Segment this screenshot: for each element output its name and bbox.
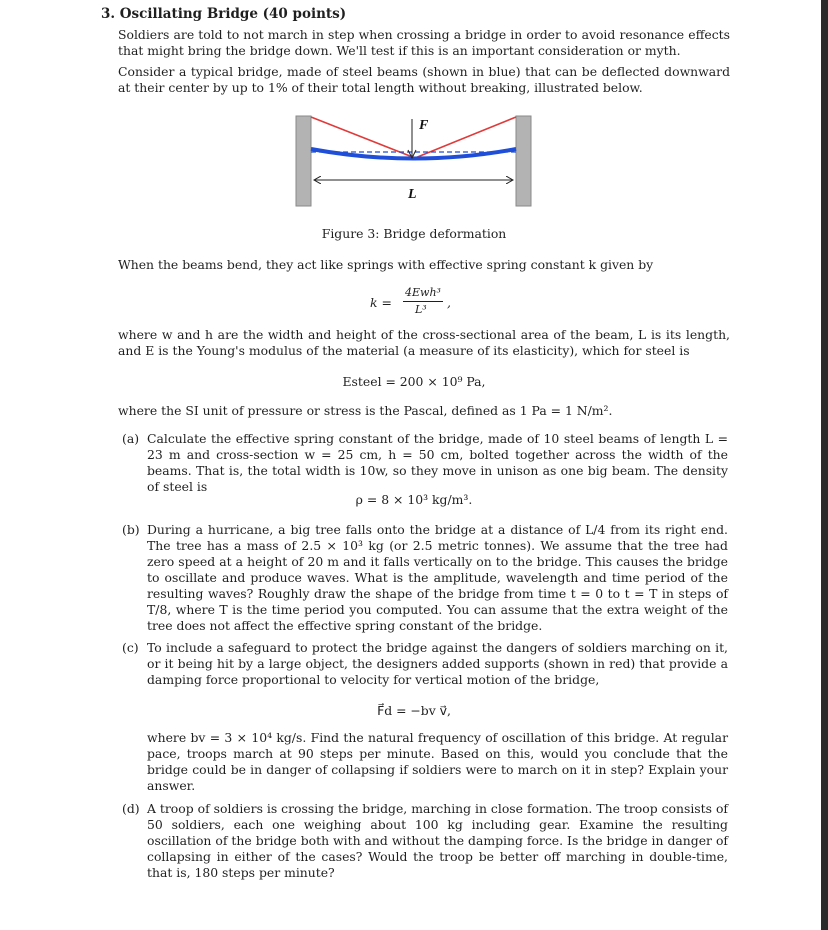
where-paragraph: where w and h are the width and height of the cross-sectional area of the beam, L is its length, and E is the Young's modulus of the material (a measure of its elasticity), which for steel is: [118, 327, 730, 358]
part-d: [122, 801, 728, 881]
window-edge-bar: [821, 0, 828, 930]
left-pillar: [296, 116, 311, 206]
fraction-bar: [403, 301, 443, 302]
part-a-text: Calculate the effective spring constant of the bridge, made of 10 steel beams of length L = 23 m and cross-section w = 25 cm, h = 50 cm, bolted together across the width of the beams. That is, the total width is 10w, so they move in unison as one big beam. The density of steel is: [147, 431, 728, 494]
bridge-figure: [290, 112, 540, 212]
figure-caption: Figure 3: Bridge deformation: [321, 226, 507, 241]
equation-numerator: 4Ewh³: [405, 286, 441, 299]
part-d-text: A troop of soldiers is crossing the bridge, marching in close formation. The troop consists of 50 soldiers, each one weighing about 100 kg including gear. Examine the resulting oscillation of the bridge both with and without the damping force. Is the bridge in danger of collapsing in either of the cases? Would the troop be better off marching in double-time, that is, 180 steps per minute?: [147, 801, 728, 880]
bridge-diagram: [290, 112, 540, 212]
density-equation: ρ = 8 × 10³ kg/m³.: [355, 492, 473, 507]
equation-comma: ,: [447, 295, 451, 310]
part-a-label: (a): [122, 431, 140, 446]
consider-paragraph: Consider a typical bridge, made of steel beams (shown in blue) that can be deflected downward at their center by up to 1% of their total length without breaking, illustrated below.: [118, 64, 730, 95]
intro-paragraph: Soldiers are told to not march in step when crossing a bridge in order to avoid resonance effects that might bring the bridge down. We'll test if this is an important consideration or myth.: [118, 27, 730, 58]
force-label: F: [419, 118, 429, 133]
spring-text: When the beams bend, they act like springs with effective spring constant k given by: [118, 257, 654, 272]
equation-lhs: k =: [370, 295, 392, 310]
part-b-text: During a hurricane, a big tree falls onto the bridge at a distance of L/4 from its right end. The tree has a mass of 2.5 × 10³ kg (or 2.5 metric tonnes). We assume that the tree had zero speed at a height of 20 m and it falls vertically on to the bridge. This causes the bridge to oscillate and produce waves. What is the amplitude, wavelength and time period of the resulting waves? Roughly draw the shape of the bridge from time t = 0 to t = T in steps of T/8, where T is the time period you computed. You can assume that the extra weight of the tree does not affect the effective spring constant of the bridge.: [147, 522, 728, 633]
part-c-followup: where bv = 3 × 10⁴ kg/s. Find the natural frequency of oscillation of this bridge. At regular pace, troops march at 90 steps per minute. Based on this, would you conclude that the bridge could be in danger of collapsing if soldiers were to march on it in step? Explain your answer.: [147, 730, 728, 793]
equation-denominator: L³: [415, 303, 427, 316]
right-pillar: [516, 116, 531, 206]
damping-force-equation: F⃗d = −bv v⃗,: [377, 703, 451, 718]
part-b-label: (b): [122, 522, 140, 537]
part-b: [122, 522, 728, 634]
part-c-label: (c): [122, 640, 139, 655]
pascal-paragraph: where the SI unit of pressure or stress is the Pascal, defined as 1 Pa = 1 N/m².: [118, 403, 613, 418]
problem-title: 3. Oscillating Bridge (40 points): [101, 6, 347, 22]
bent-beam: [311, 149, 516, 159]
steel-modulus-equation: Esteel = 200 × 10⁹ Pa,: [342, 374, 486, 389]
part-d-label: (d): [122, 801, 140, 816]
part-a: [122, 431, 728, 495]
part-c: [122, 640, 728, 688]
length-label: L: [408, 187, 417, 202]
part-c-text: To include a safeguard to protect the bridge against the dangers of soldiers marching on it, or it being hit by a large object, the designers added supports (shown in red) that provide a damping force proportional to velocity for vertical motion of the bridge,: [147, 640, 728, 687]
